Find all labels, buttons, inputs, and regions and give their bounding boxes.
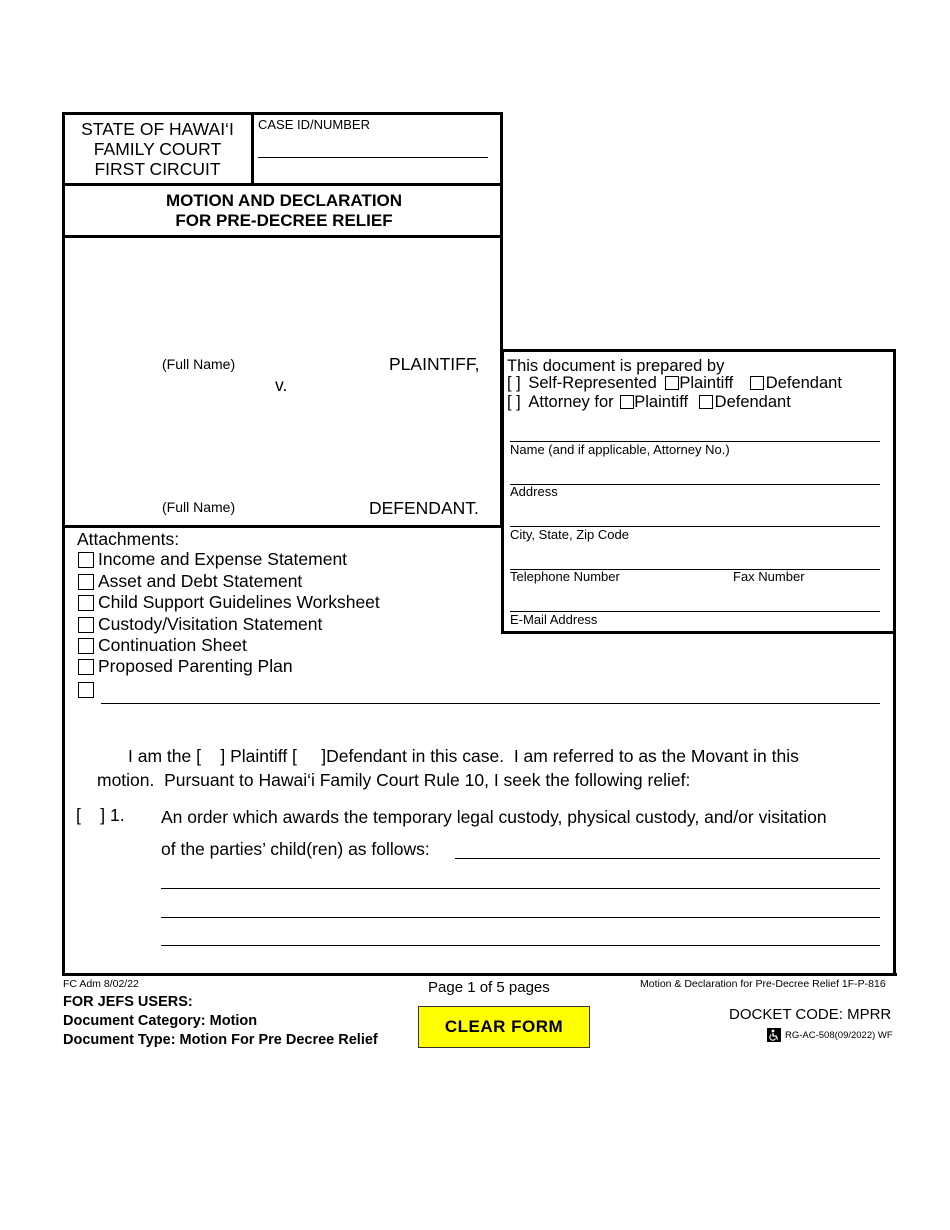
attachment-checkbox[interactable] [78,617,94,633]
custody-underline-3 [161,917,880,918]
attachment-label: Custody/Visitation Statement [98,614,323,634]
email-input[interactable] [510,589,878,609]
attorney-defendant-label: Defendant [714,393,791,411]
city-label: City, State, Zip Code [510,527,629,542]
plaintiff-full-name-hint: (Full Name) [162,356,236,372]
attachment-checkbox[interactable] [78,638,94,654]
main-border-left [62,236,65,976]
attachment-item-other [78,682,94,698]
ada-form-code: RG-AC-508(09/2022) WF [785,1029,893,1041]
attachment-other-underline [101,703,880,704]
email-label: E-Mail Address [510,612,598,627]
court-vertical-divider [251,112,254,186]
attachment-item [78,592,380,613]
address-input[interactable] [510,462,878,482]
case-id-label: CASE ID/NUMBER [258,117,370,132]
attorney-plaintiff-label: Plaintiff [634,393,689,411]
attorney-for-label: Attorney for [528,393,614,411]
self-rep-plaintiff-label: Plaintiff [679,374,734,392]
caption-bottom-border [62,525,503,528]
form-date: FC Adm 8/02/22 [63,978,139,990]
address-underline [510,484,880,485]
plaintiff-name-input[interactable] [80,330,380,352]
attachment-label: Child Support Guidelines Worksheet [98,592,380,612]
attachment-label: Continuation Sheet [98,635,247,655]
custody-underline-2 [161,888,880,889]
attachment-item [78,614,322,635]
attorney-for-row [507,393,791,412]
attachment-item [78,571,302,592]
attachment-item [78,549,347,570]
self-rep-defendant-label: Defendant [765,374,842,392]
page-counter: Page 1 of 5 pages [428,979,550,996]
attachment-item [78,656,293,677]
item-1-text-line-1: An order which awards the temporary legal custody, physical custody, and/or visitation [161,807,827,827]
attorney-defendant-checkbox[interactable] [699,395,713,409]
movant-paragraph-line-1: I am the [ ] Plaintiff [ ]Defendant in this case. I am referred to as the Movant in this [128,746,799,766]
defendant-full-name-hint: (Full Name) [162,499,236,515]
form-title-footer: Motion & Declaration for Pre-Decree Relief 1F-P-816 [640,978,886,990]
versus-label: v. [275,375,288,395]
court-line-3: FIRST CIRCUIT [94,159,221,179]
court-horizontal-divider [62,183,503,186]
docket-code: DOCKET CODE: MPRR [729,1006,892,1023]
address-label: Address [510,484,558,499]
attachment-checkbox[interactable] [78,574,94,590]
case-id-input[interactable] [258,136,488,156]
document-type: Document Type: Motion For Pre Decree Relief [63,1032,378,1048]
custody-details-input-1[interactable] [455,836,878,856]
self-represented-row [507,374,842,393]
attachment-checkbox[interactable] [78,552,94,568]
self-rep-defendant-checkbox[interactable] [750,376,764,390]
jefs-info [63,993,378,1050]
fax-label: Fax Number [733,569,805,584]
custody-underline-4 [161,945,880,946]
item-1-number[interactable]: [ ] 1. [76,805,125,825]
ada-badge [767,1028,893,1042]
attachment-label: Income and Expense Statement [98,549,348,569]
defendant-label: DEFENDANT. [369,498,479,518]
court-line-1: STATE OF HAWAI‘I [81,119,234,139]
defendant-name-input[interactable] [80,474,380,496]
telephone-input[interactable] [510,547,710,567]
clear-form-button[interactable]: CLEAR FORM [418,1006,590,1048]
item-1-text-line-2: of the parties’ child(ren) as follows: [161,839,430,859]
wheelchair-icon [767,1028,781,1042]
court-name [65,119,250,179]
custody-details-input-4[interactable] [161,923,878,943]
attachments-heading: Attachments: [77,529,180,549]
plaintiff-label: PLAINTIFF, [389,354,480,374]
jefs-heading: FOR JEFS USERS: [63,994,193,1010]
attachment-other-checkbox[interactable] [78,682,94,698]
title-line-2: FOR PRE-DECREE RELIEF [175,211,393,230]
city-state-zip-input[interactable] [510,504,878,524]
custody-details-input-3[interactable] [161,895,878,915]
document-category: Document Category: Motion [63,1013,258,1029]
self-rep-plaintiff-checkbox[interactable] [665,376,679,390]
attachment-item [78,635,247,656]
attachment-label: Proposed Parenting Plan [98,656,293,676]
main-border-bottom [62,973,897,976]
telephone-label: Telephone Number [510,569,620,584]
title-line-1: MOTION AND DECLARATION [165,191,403,210]
name-label: Name (and if applicable, Attorney No.) [510,442,730,457]
prepared-by-heading: This document is prepared by [507,357,725,375]
document-title [65,191,503,231]
movant-paragraph-line-2: motion. Pursuant to Hawai‘i Family Court Rule 10, I seek the following relief: [97,770,691,790]
self-represented-bracket[interactable]: [ ] [507,374,521,392]
custody-underline-1 [455,858,880,859]
attachment-checkbox[interactable] [78,595,94,611]
self-represented-label: Self-Represented [528,374,657,392]
attorney-for-bracket[interactable]: [ ] [507,393,521,411]
custody-details-input-2[interactable] [161,866,878,886]
name-input[interactable] [510,420,878,440]
fax-input[interactable] [733,547,878,567]
attorney-plaintiff-checkbox[interactable] [620,395,634,409]
case-id-underline [258,157,488,158]
attachment-other-input[interactable] [101,682,879,702]
attachment-label: Asset and Debt Statement [98,571,303,591]
attachment-checkbox[interactable] [78,659,94,675]
court-line-2: FAMILY COURT [93,139,222,159]
